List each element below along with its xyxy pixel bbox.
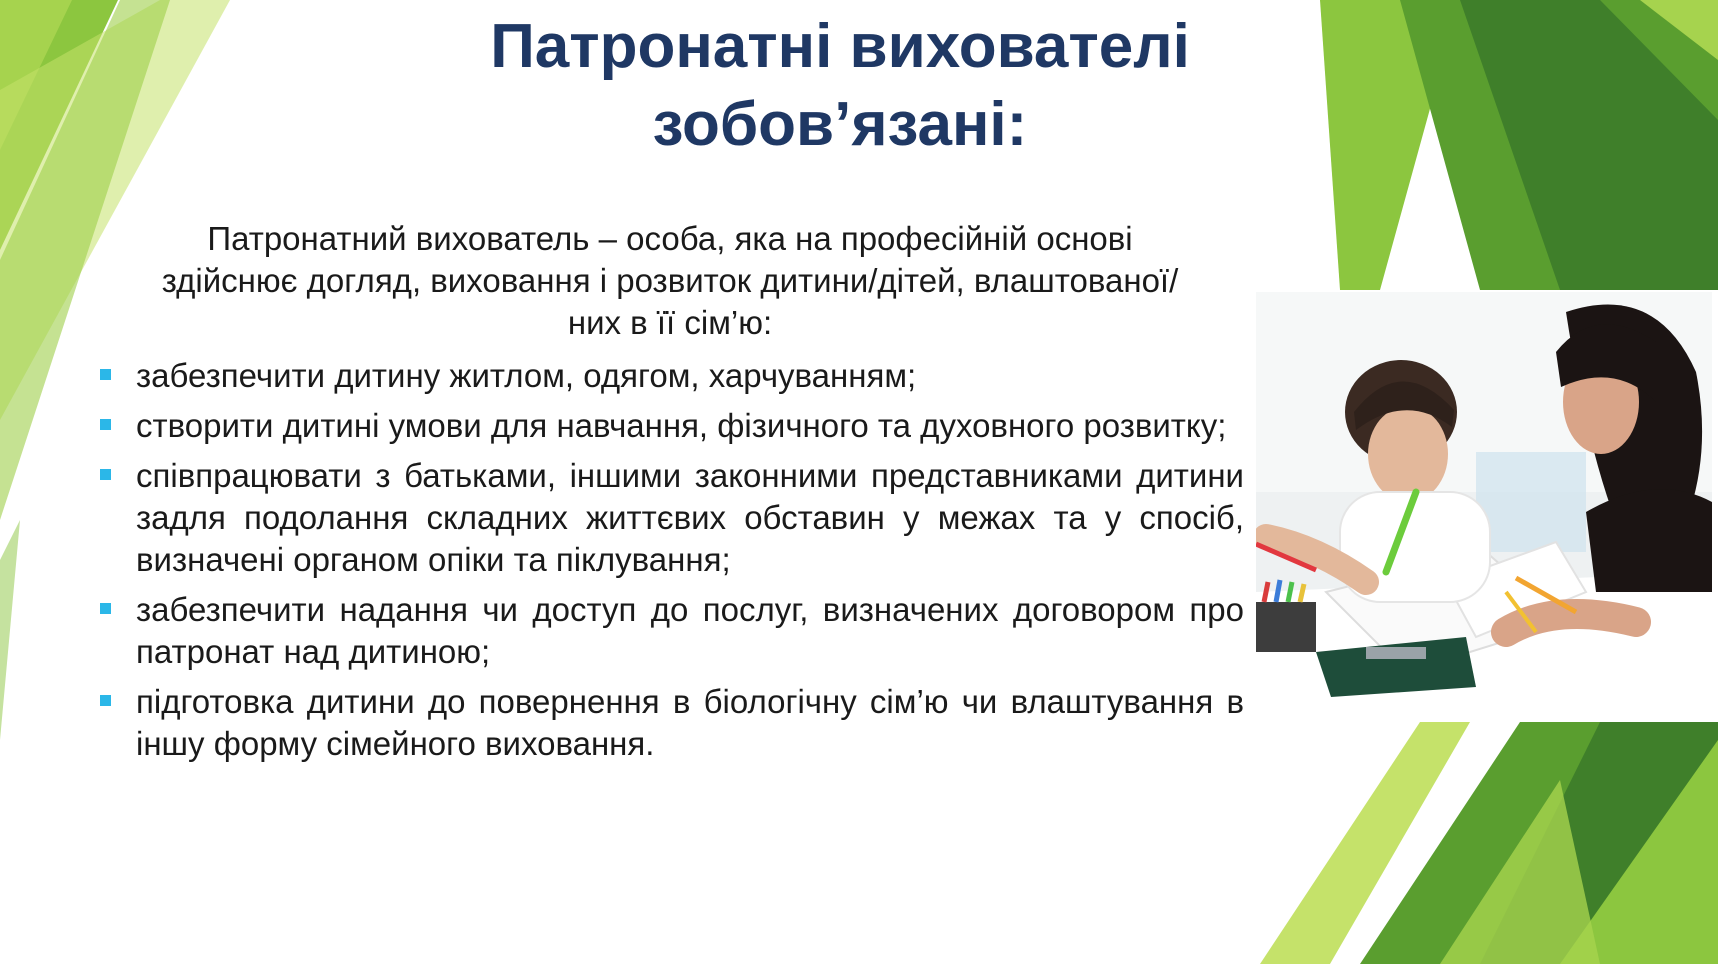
list-item-text: створити дитині умови для навчання, фізичного та духовного розвитку; bbox=[136, 407, 1227, 444]
photo-illustration bbox=[1256, 292, 1712, 722]
list-item bbox=[98, 455, 1244, 581]
bullet-marker-icon bbox=[100, 469, 111, 480]
list-item-text: підготовка дитини до повернення в біологічну сім’ю чи влаштування в іншу форму сімейного виховання. bbox=[136, 683, 1244, 762]
bullet-marker-icon bbox=[100, 695, 111, 706]
list-item bbox=[98, 405, 1244, 447]
duties-list bbox=[98, 355, 1244, 773]
list-item bbox=[98, 355, 1244, 397]
list-item-text: співпрацювати з батьками, іншими законними представниками дитини задля подолання складних життєвих обставин у межах та у спосіб, визначені органом опіки та піклування; bbox=[136, 457, 1244, 578]
bullet-marker-icon bbox=[100, 603, 111, 614]
list-item bbox=[98, 589, 1244, 673]
title-line-2: зобов’язані: bbox=[652, 90, 1028, 159]
bullet-marker-icon bbox=[100, 419, 111, 430]
title-line-1: Патронатні вихователі bbox=[490, 12, 1190, 81]
list-item-text: забезпечити дитину житлом, одягом, харчуванням; bbox=[136, 357, 917, 394]
bullet-marker-icon bbox=[100, 369, 111, 380]
list-item bbox=[98, 681, 1244, 765]
slide-title bbox=[300, 8, 1380, 164]
list-item-text: забезпечити надання чи доступ до послуг, визначених договором про патронат над дитиною; bbox=[136, 591, 1244, 670]
photo-woman-helping-child bbox=[1256, 292, 1712, 722]
intro-definition: Патронатний вихователь – особа, яка на професійній основі здійснює догляд, виховання і розвиток дитини/дітей, влаштованої/них в її сім’ю: bbox=[161, 220, 1179, 341]
